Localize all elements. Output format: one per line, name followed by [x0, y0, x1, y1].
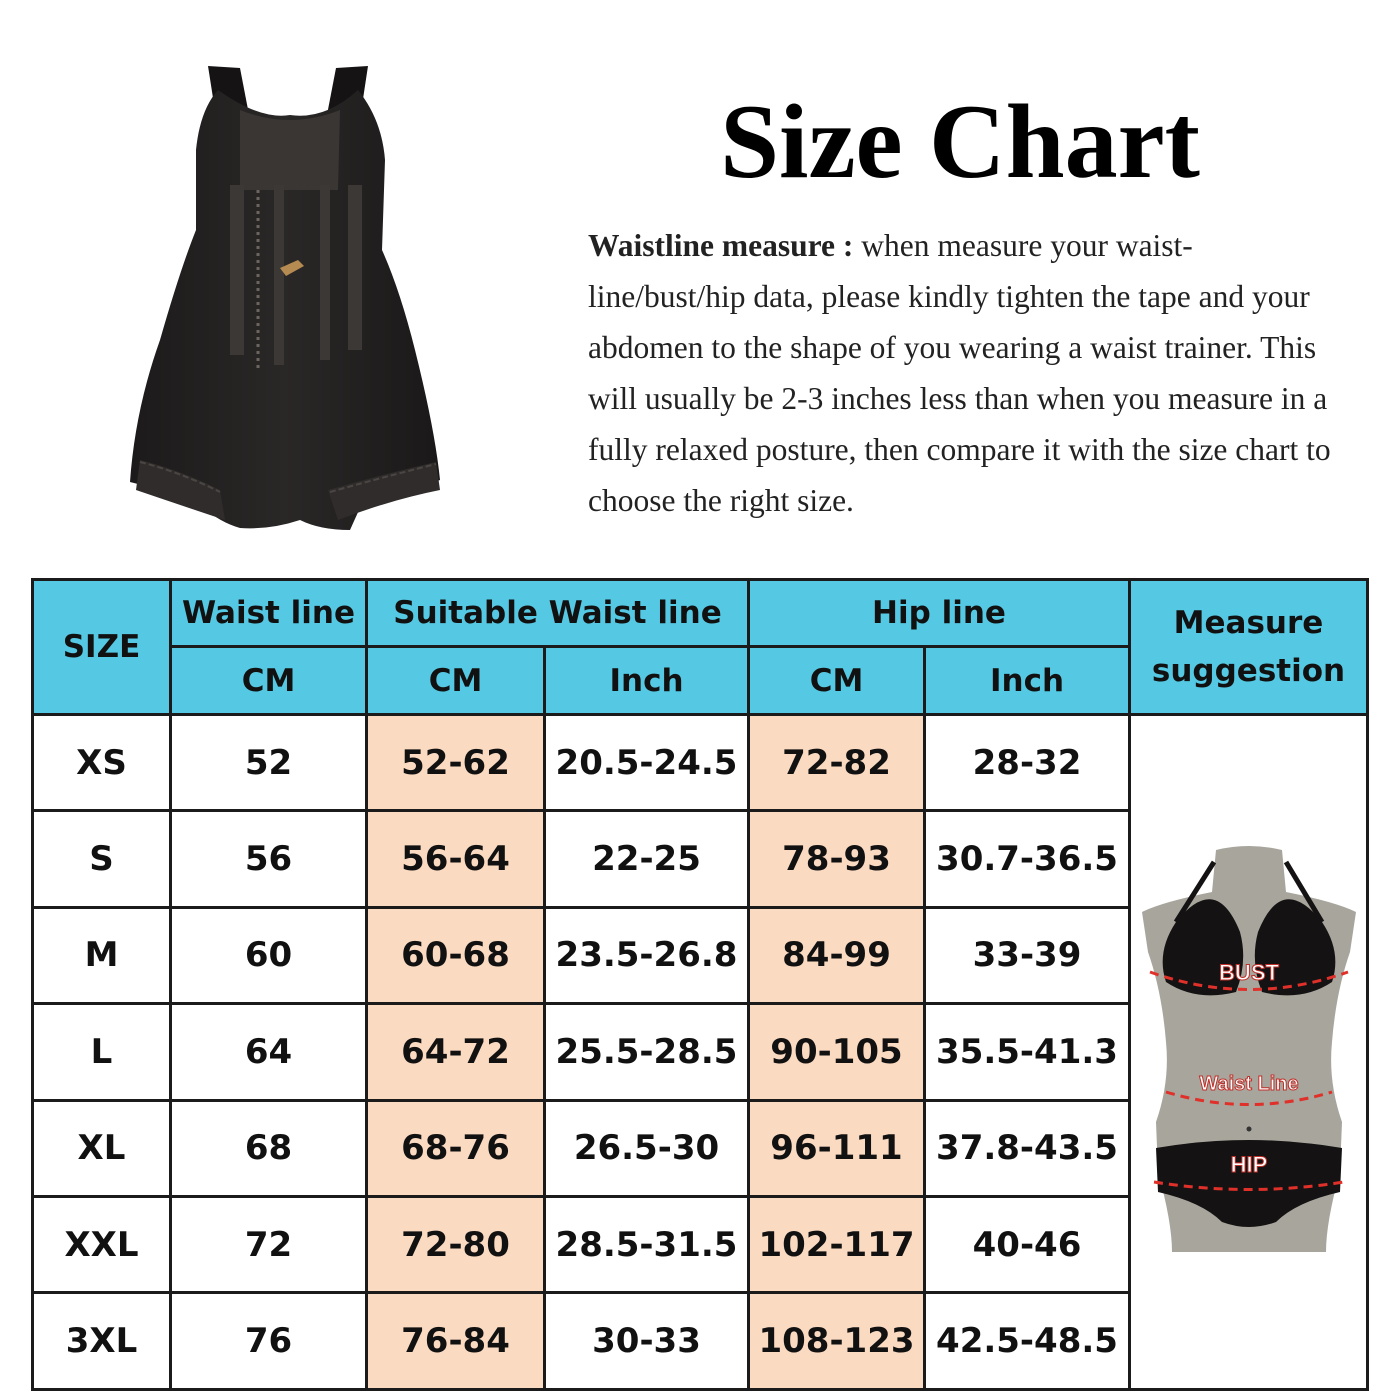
cell-hip-inch: 37.8-43.5	[925, 1100, 1130, 1196]
header-suitable-inch: Inch	[545, 647, 749, 715]
cell-hip-inch: 33-39	[925, 907, 1130, 1003]
cell-hip-inch: 35.5-41.3	[925, 1004, 1130, 1100]
hip-label: HIP	[1230, 1151, 1267, 1177]
cell-hip-inch: 40-46	[925, 1196, 1130, 1292]
waistline-description	[588, 220, 1333, 526]
cell-hip-cm: 102-117	[749, 1196, 925, 1292]
mannequin-illustration	[1136, 842, 1362, 1262]
cell-hip-cm: 96-111	[749, 1100, 925, 1196]
description-body: when measure your waist-line/bust/hip data, please kindly tighten the tape and your abdomen to the shape of you wearing a waist trainer. This will usually be 2-3 inches less than when you measure in a fully relaxed posture, then compare it with the size chart to choose the right size.	[588, 228, 1331, 518]
cell-hip-inch: 42.5-48.5	[925, 1293, 1130, 1389]
shapewear-product-image	[100, 50, 500, 550]
description-lead: Waistline measure :	[588, 228, 854, 263]
cell-hip-cm: 108-123	[749, 1293, 925, 1389]
header-suitable-cm: CM	[367, 647, 545, 715]
cell-hip-cm: 72-82	[749, 715, 925, 811]
header-hip-inch: Inch	[925, 647, 1130, 715]
cell-waist-cm: 64	[171, 1004, 367, 1100]
cell-suitable-inch: 23.5-26.8	[545, 907, 749, 1003]
header-waist-cm: CM	[171, 647, 367, 715]
cell-size: L	[33, 1004, 171, 1100]
cell-suitable-inch: 20.5-24.5	[545, 715, 749, 811]
cell-size: XXL	[33, 1196, 171, 1292]
cell-waist-cm: 52	[171, 715, 367, 811]
cell-suitable-cm: 52-62	[367, 715, 545, 811]
size-table	[31, 578, 1369, 1391]
header-size: SIZE	[33, 580, 171, 715]
cell-size: S	[33, 811, 171, 907]
waist-line-label: Waist Line	[1198, 1072, 1299, 1095]
cell-suitable-cm: 72-80	[367, 1196, 545, 1292]
cell-suitable-cm: 76-84	[367, 1293, 545, 1389]
cell-size: M	[33, 907, 171, 1003]
cell-waist-cm: 72	[171, 1196, 367, 1292]
cell-suitable-inch: 30-33	[545, 1293, 749, 1389]
cell-suitable-inch: 28.5-31.5	[545, 1196, 749, 1292]
cell-suitable-cm: 68-76	[367, 1100, 545, 1196]
cell-suitable-cm: 56-64	[367, 811, 545, 907]
cell-waist-cm: 60	[171, 907, 367, 1003]
header-hip-line: Hip line	[749, 580, 1130, 647]
cell-suitable-cm: 60-68	[367, 907, 545, 1003]
cell-size: XS	[33, 715, 171, 811]
table-row	[33, 715, 1368, 811]
header-waist-line: Waist line	[171, 580, 367, 647]
cell-hip-inch: 30.7-36.5	[925, 811, 1130, 907]
header-measure-suggestion: Measure suggestion	[1130, 580, 1368, 715]
header-hip-cm: CM	[749, 647, 925, 715]
cell-suitable-inch: 26.5-30	[545, 1100, 749, 1196]
cell-suitable-inch: 22-25	[545, 811, 749, 907]
cell-waist-cm: 56	[171, 811, 367, 907]
cell-size: 3XL	[33, 1293, 171, 1389]
cell-hip-cm: 78-93	[749, 811, 925, 907]
cell-hip-cm: 84-99	[749, 907, 925, 1003]
cell-suitable-cm: 64-72	[367, 1004, 545, 1100]
cell-hip-inch: 28-32	[925, 715, 1130, 811]
cell-waist-cm: 68	[171, 1100, 367, 1196]
bust-label: BUST	[1218, 959, 1279, 985]
header-suitable-waist-line: Suitable Waist line	[367, 580, 749, 647]
page-title: Size Chart	[720, 83, 1200, 200]
cell-suitable-inch: 25.5-28.5	[545, 1004, 749, 1100]
measure-suggestion-cell	[1130, 715, 1368, 1390]
cell-waist-cm: 76	[171, 1293, 367, 1389]
cell-hip-cm: 90-105	[749, 1004, 925, 1100]
cell-size: XL	[33, 1100, 171, 1196]
